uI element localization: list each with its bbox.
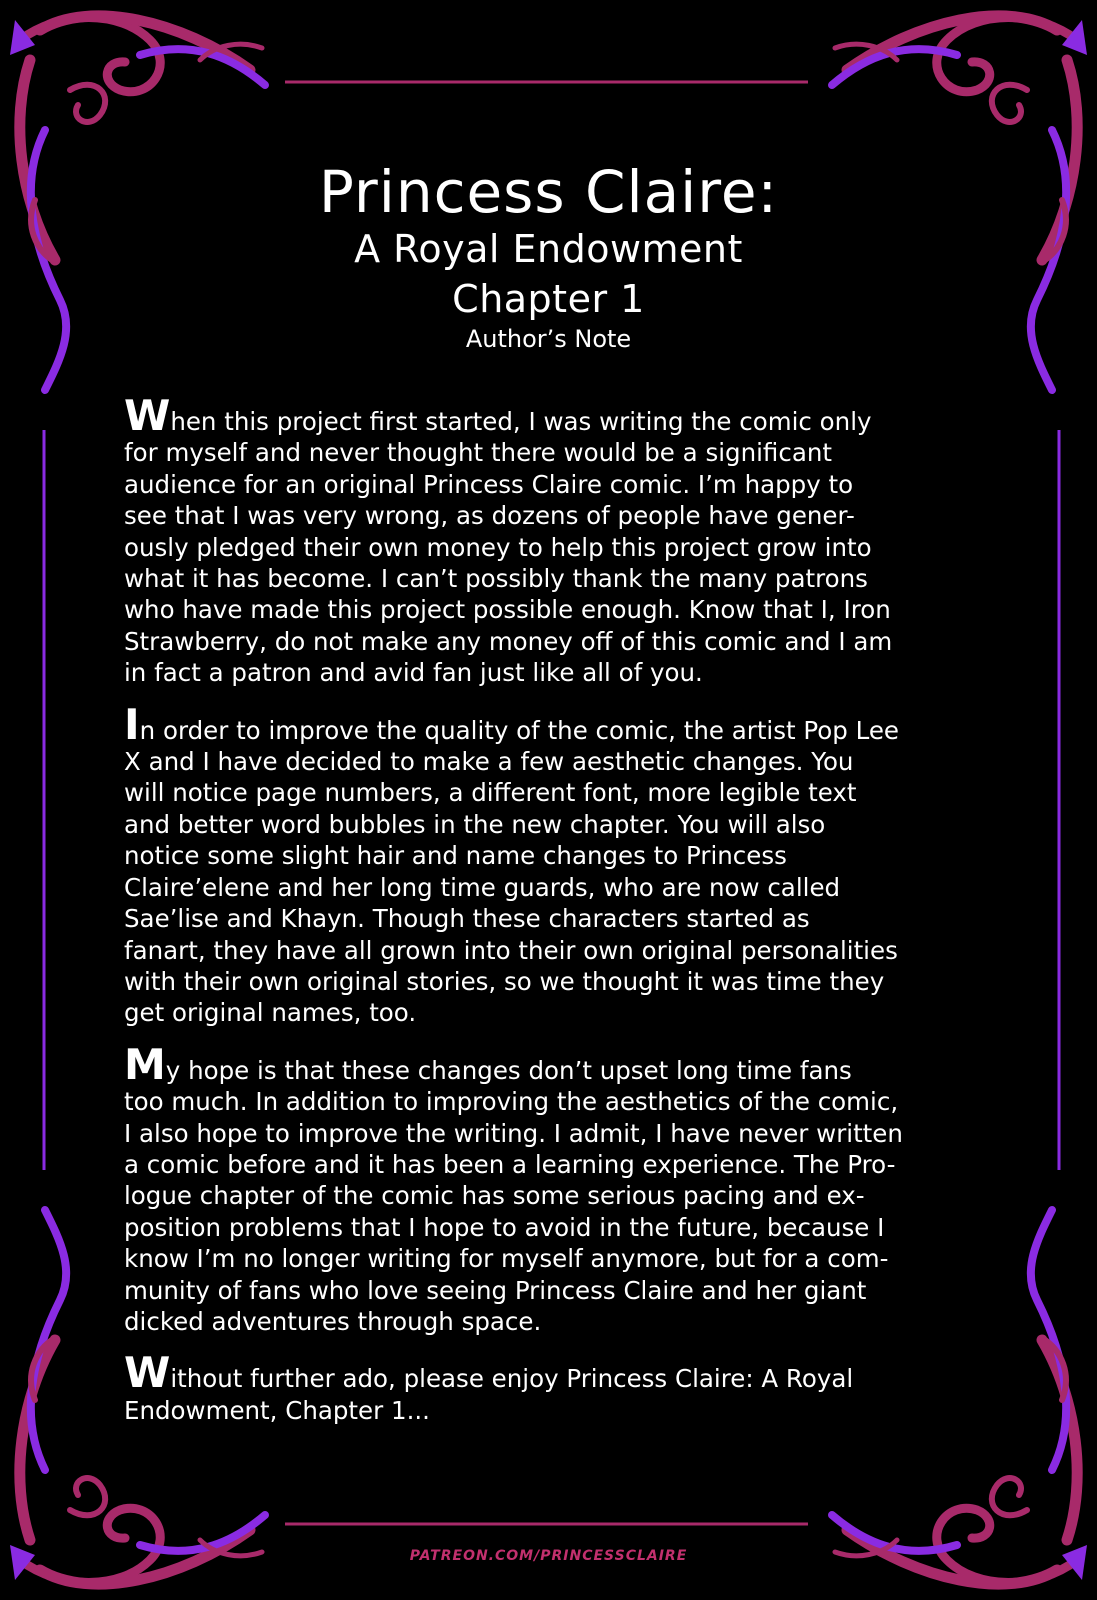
paragraph-text: y hope is that these changes don’t upset long time fans too much. In addition to improving the aesthetics of the comic, I also hope to improve the writing. I admit, I have never written a comic before and it has been a learning experience. The Pro- logue chapter of the comic has some serious pacing and ex- position problems that I hope to avoid in the future, because I know I’m no longer writing for myself anymore, but for a com- munity of fans who love seeing Princess Claire and her giant dicked adventures through space. <box>124 1055 903 1336</box>
patreon-link[interactable]: PATREON.COM/PRINCESSCLAIRE <box>409 1548 688 1564</box>
drop-cap: I <box>124 699 140 749</box>
chapter-label: Chapter 1 <box>452 277 645 321</box>
paragraph <box>124 391 994 689</box>
page-title: Princess Claire: <box>318 158 779 226</box>
paragraph-text: hen this project first started, I was writing the comic only for myself and never thought there would be a significant audience for an original Princess Claire comic. I’m happy to see that I was very wrong, as dozens of people have gener- ously pledged their own money to help this project grow into what it has become. I can’t possibly thank the many patrons who have made this project possible enough. Know that I, Iron Strawberry, do not make any money off of this comic and I am in fact a patron and avid fan just like all of you. <box>124 407 893 688</box>
drop-cap: M <box>124 1039 166 1089</box>
paragraph <box>124 1348 994 1426</box>
page-subtitle: A Royal Endowment <box>354 227 743 271</box>
title-block <box>0 160 1097 354</box>
authors-note-body <box>124 391 994 1448</box>
paragraph <box>124 699 994 1029</box>
paragraph-text: ithout further ado, please enjoy Princess Claire: A Royal Endowment, Chapter 1... <box>124 1364 854 1425</box>
paragraph <box>124 1039 994 1338</box>
paragraph-text: n order to improve the quality of the comic, the artist Pop Lee X and I have decided to make a few aesthetic changes. You will notice page numbers, a different font, more legible text and better word bubbles in the new chapter. You will also notice some slight hair and name changes to Princess Claire’elene and her long time guards, who are now called Sae’lise and Khayn. Though these characters started as fanart, they have all grown into their own original personalities with their own original stories, so we thought it was time they get original names, too. <box>124 715 899 1028</box>
authors-note-label: Author’s Note <box>465 325 632 353</box>
drop-cap: W <box>124 1348 171 1398</box>
drop-cap: W <box>124 391 171 440</box>
